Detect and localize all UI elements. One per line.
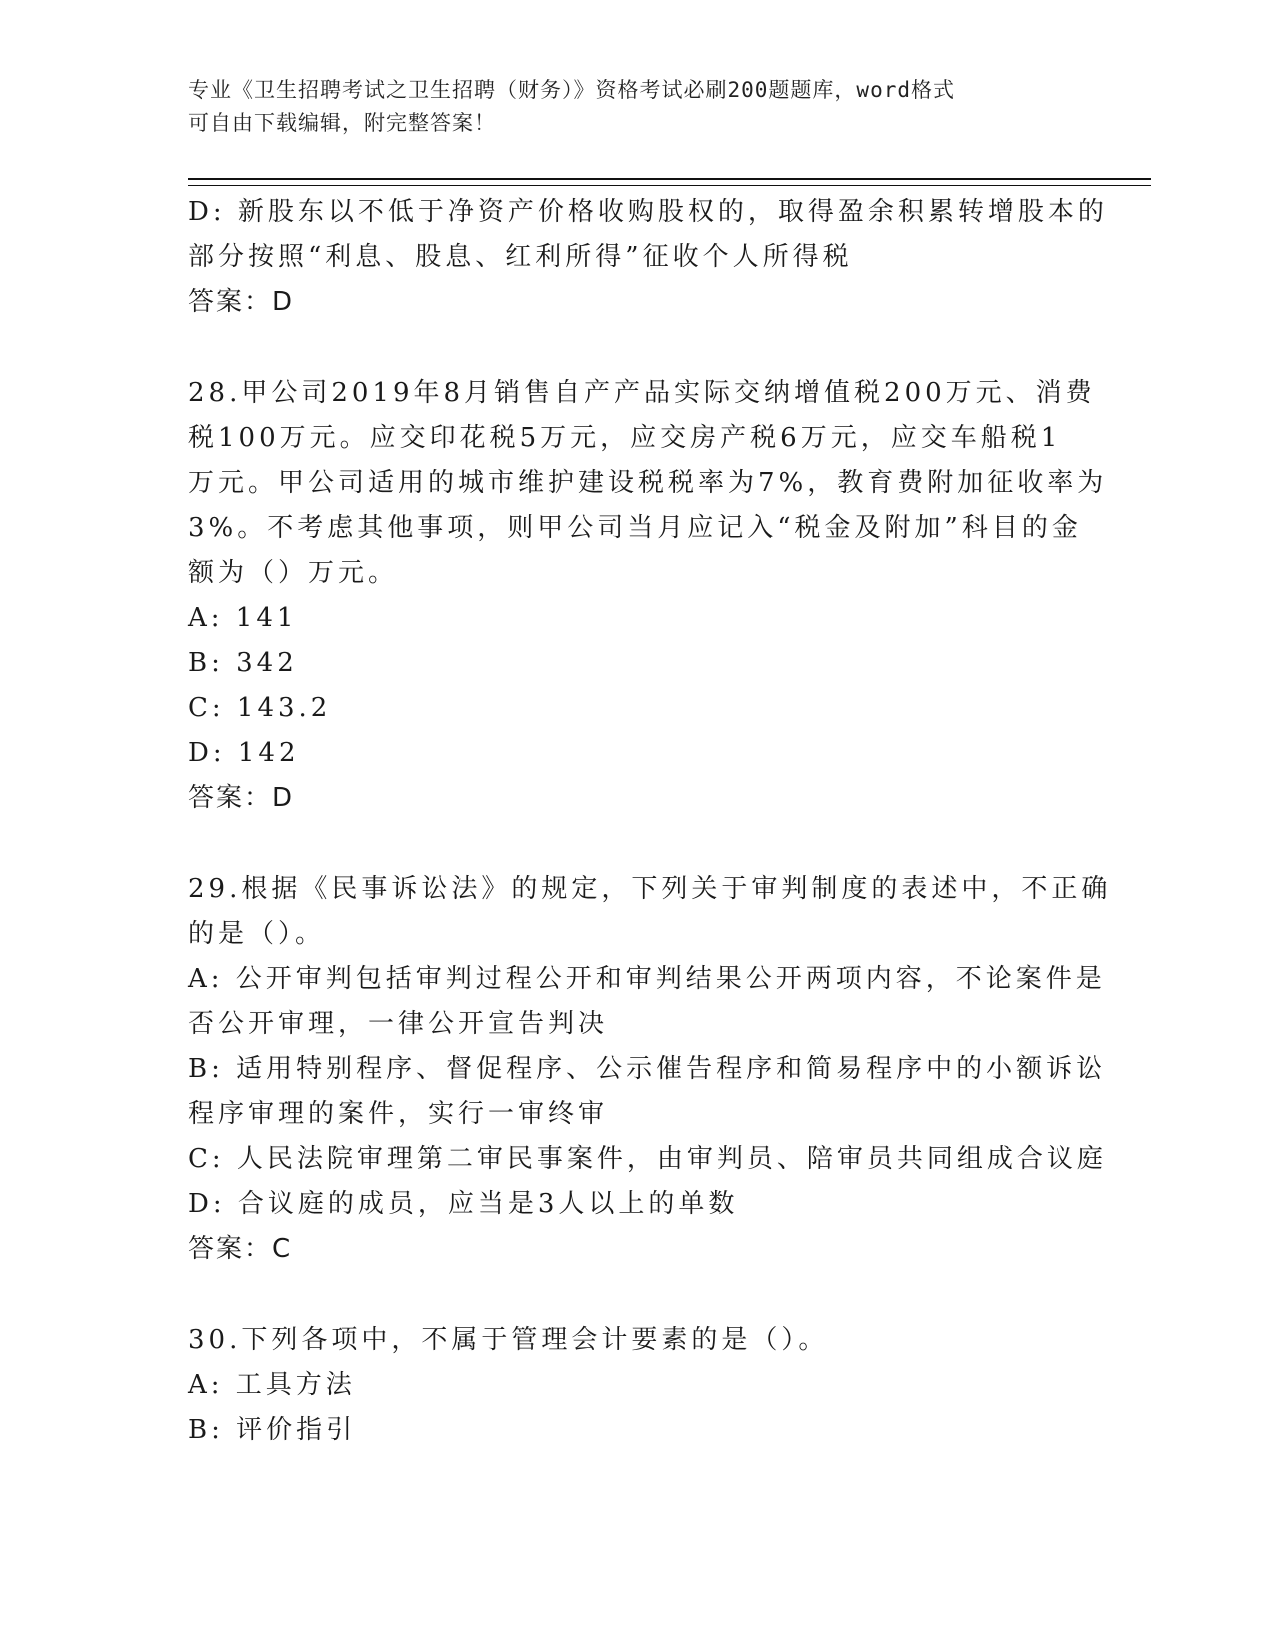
question-stem-line-3: 万元。甲公司适用的城市维护建设税税率为7%，教育费附加征收率为 bbox=[188, 468, 1108, 498]
question-29 bbox=[188, 867, 1112, 1272]
option-a-line-2: 否公开审理，一律公开宣告判决 bbox=[188, 1009, 609, 1039]
answer-line: 答案：D bbox=[188, 287, 295, 317]
question-stem-line-2: 税100万元。应交印花税5万元，应交房产税6万元，应交车船税1 bbox=[188, 423, 1062, 453]
answer-line: 答案：D bbox=[188, 783, 295, 813]
header-divider-thin bbox=[188, 185, 1151, 186]
document-header bbox=[188, 74, 1068, 140]
option-d: D: 合议庭的成员，应当是3人以上的单数 bbox=[188, 1189, 739, 1219]
question-stem-line-1: 28.甲公司2019年8月销售自产产品实际交纳增值税200万元、消费 bbox=[188, 378, 1096, 408]
option-d-line-2: 部分按照“利息、股息、红利所得”征收个人所得税 bbox=[188, 242, 853, 272]
option-c: C: 人民法院审理第二审民事案件，由审判员、陪审员共同组成合议庭 bbox=[188, 1144, 1107, 1174]
option-c: C: 143.2 bbox=[188, 693, 332, 723]
question-stem-line-2: 的是（）。 bbox=[188, 919, 326, 949]
header-title-line-1: 专业《卫生招聘考试之卫生招聘（财务）》资格考试必刷200题题库，word格式 bbox=[188, 78, 955, 102]
header-title-line-2: 可自由下载编辑，附完整答案！ bbox=[188, 111, 496, 135]
option-a: A: 141 bbox=[188, 603, 298, 633]
question-stem-line-4: 3%。不考虑其他事项，则甲公司当月应记入“税金及附加”科目的金 bbox=[188, 513, 1082, 543]
spacer bbox=[188, 821, 1078, 867]
option-b-line-2: 程序审理的案件，实行一审终审 bbox=[188, 1099, 609, 1129]
question-stem-line-1: 29.根据《民事诉讼法》的规定，下列关于审判制度的表述中，不正确 bbox=[188, 874, 1112, 904]
header-divider-thick bbox=[188, 178, 1151, 180]
question-28 bbox=[188, 371, 1108, 821]
option-b-line-1: B: 适用特别程序、督促程序、公示催告程序和简易程序中的小额诉讼 bbox=[188, 1054, 1107, 1084]
option-a: A: 工具方法 bbox=[188, 1370, 356, 1400]
option-b: B: 342 bbox=[188, 648, 298, 678]
question-stem-line-5: 额为（）万元。 bbox=[188, 558, 399, 588]
question-stem-line-1: 30.下列各项中，不属于管理会计要素的是（）。 bbox=[188, 1325, 829, 1355]
spacer bbox=[188, 325, 1078, 371]
spacer bbox=[188, 1272, 1078, 1318]
option-b: B: 评价指引 bbox=[188, 1415, 357, 1445]
previous-question-tail bbox=[188, 190, 1108, 325]
question-30 bbox=[188, 1318, 1078, 1453]
answer-line: 答案：C bbox=[188, 1234, 293, 1264]
option-d-line-1: D: 新股东以不低于净资产价格收购股权的，取得盈余积累转增股本的 bbox=[188, 197, 1108, 227]
question-content bbox=[188, 190, 1112, 1453]
option-d: D: 142 bbox=[188, 738, 300, 768]
option-a-line-1: A: 公开审判包括审判过程公开和审判结果公开两项内容，不论案件是 bbox=[188, 964, 1106, 994]
